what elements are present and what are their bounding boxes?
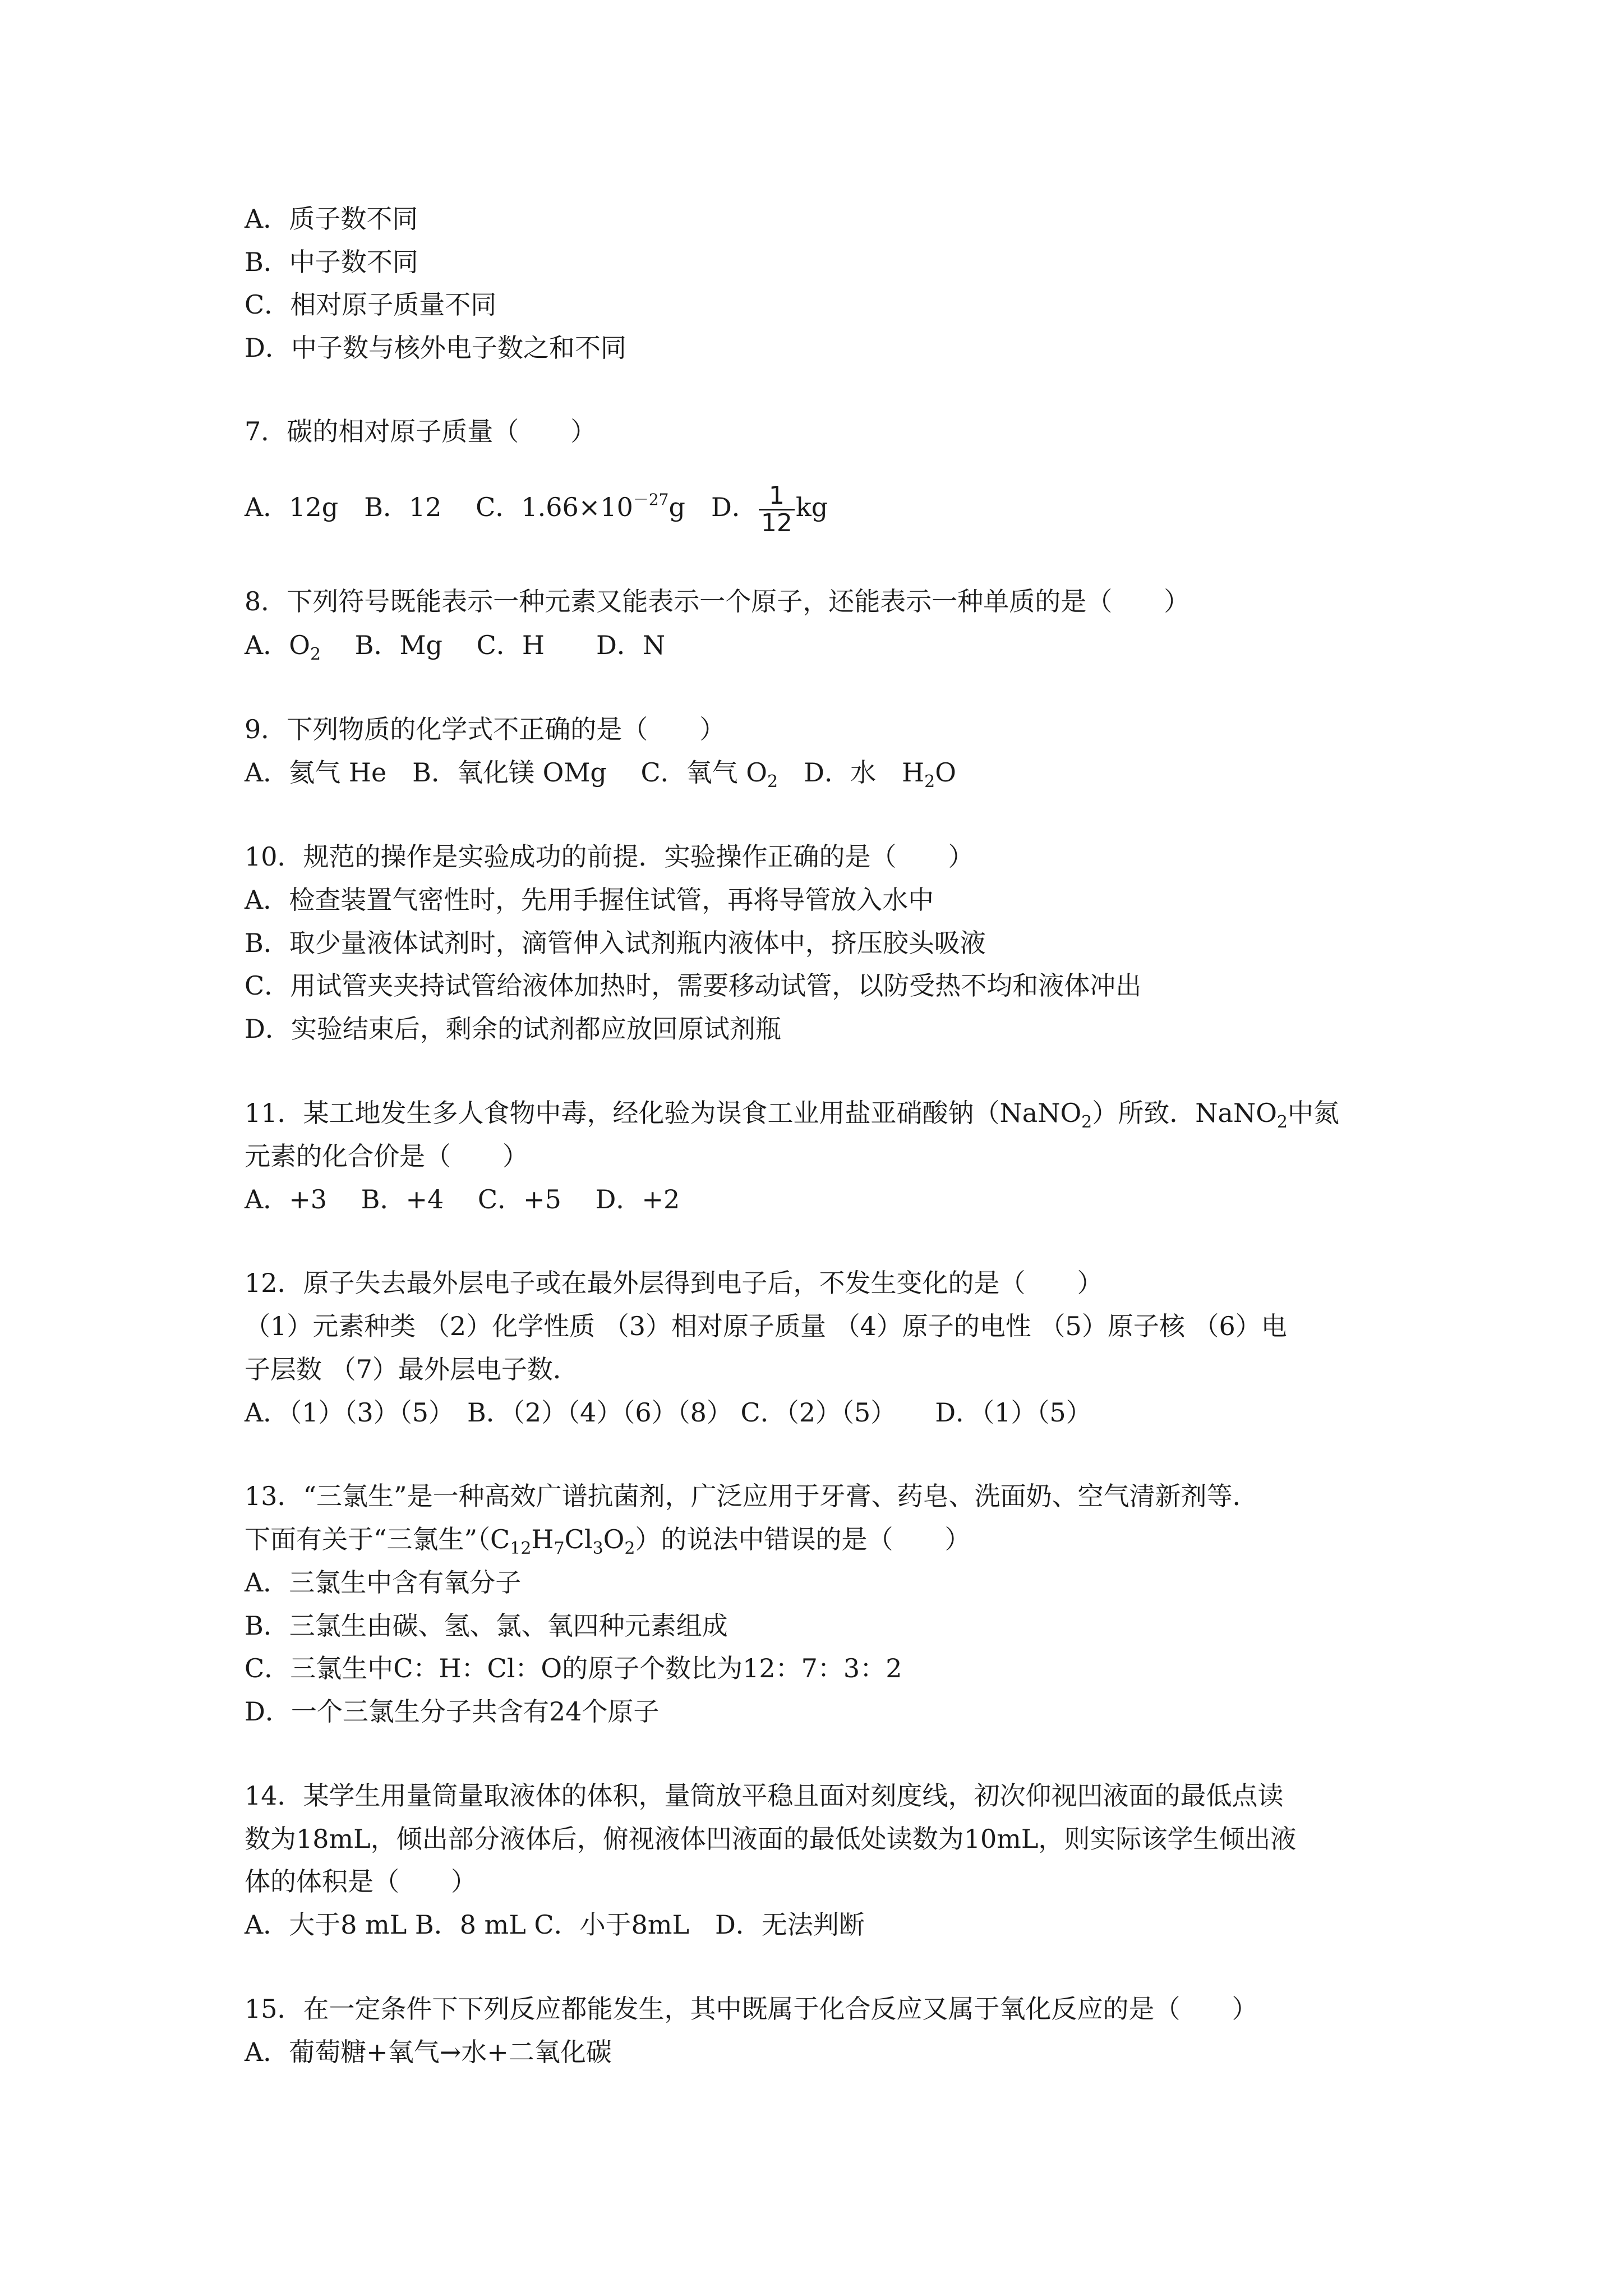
q8-options <box>245 628 665 662</box>
formula-o: O <box>603 1524 625 1554</box>
q10-option-b: B．取少量液体试剂时，滴管伸入试剂瓶内液体中，挤压胶头吸液 <box>245 928 986 958</box>
q13-stem-line2 <box>245 1522 970 1556</box>
q9-options <box>245 756 956 792</box>
q12-stem: 12．原子失去最外层电子或在最外层得到电子后，不发生变化的是（ ） <box>245 1268 1103 1298</box>
q14-stem-line3: 体的体积是（ ） <box>245 1866 477 1897</box>
fraction-numerator: 1 <box>759 483 795 510</box>
q13-option-a: A．三氯生中含有氧分子 <box>245 1567 522 1598</box>
q8-option-a: A．O <box>245 630 310 660</box>
q9-options-text-3: O <box>935 757 956 788</box>
q13-option-d: D．一个三氯生分子共含有24个原子 <box>245 1696 660 1727</box>
q9-stem: 9．下列物质的化学式不正确的是（ ） <box>245 714 726 744</box>
fraction-denominator: 12 <box>760 508 792 537</box>
q7-stem: 7．碳的相对原子质量（ ） <box>245 416 597 447</box>
q11-stem-text: 11．某工地发生多人食物中毒，经化验为误食工业用盐亚硝酸钠（NaNO <box>245 1098 1082 1128</box>
q10-stem: 10．规范的操作是实验成功的前提．实验操作正确的是（ ） <box>245 841 974 872</box>
q11-stem-text-2: ）所致．NaNO <box>1092 1098 1277 1128</box>
q13-option-b: B．三氯生由碳、氢、氯、氧四种元素组成 <box>245 1611 728 1641</box>
subscript: 3 <box>592 1539 603 1558</box>
q15-option-a: A．葡萄糖+氧气→水+二氧化碳 <box>245 2037 612 2067</box>
q9-options-text-2: D．水 H <box>778 757 925 788</box>
subscript: 2 <box>767 772 778 792</box>
subscript: 2 <box>924 772 935 792</box>
q9-options-text: A．氦气 He B．氧化镁 OMg C．氧气 O <box>245 757 768 788</box>
subscript: 2 <box>1276 1112 1288 1132</box>
q11-stem-text-3: 中氮 <box>1288 1098 1339 1128</box>
q13-option-c: C．三氯生中C：H：Cl：O的原子个数比为12：7：3：2 <box>245 1653 902 1683</box>
formula-cl: Cl <box>564 1524 593 1554</box>
q7-unit-kg: kg <box>795 492 828 522</box>
q11-stem <box>245 1096 1339 1130</box>
q10-option-a: A．检查装置气密性时，先用手握住试管，再将导管放入水中 <box>245 885 934 915</box>
q13-stem-text-2: ）的说法中错误的是（ ） <box>635 1524 971 1554</box>
subscript: 2 <box>624 1539 635 1558</box>
q7-options <box>245 479 828 535</box>
q6-option-b: B．中子数不同 <box>245 247 418 277</box>
q15-stem: 15．在一定条件下下列反应都能发生，其中既属于化合反应又属于氧化反应的是（ ） <box>245 1994 1258 2024</box>
q8-options-rest: B．Mg C．H D．N <box>321 630 666 660</box>
subscript: 2 <box>310 645 321 664</box>
q12-options: A．（1）（3）（5） B．（2）（4）（6）（8） C．（2）（5） D．（1）（5） <box>245 1397 1092 1428</box>
q7-exponent: －27 <box>633 490 669 509</box>
q8-stem: 8．下列符号既能表示一种元素又能表示一个原子，还能表示一种单质的是（ ） <box>245 586 1190 616</box>
q6-option-d: D．中子数与核外电子数之和不同 <box>245 333 626 363</box>
q11-stem-line2: 元素的化合价是（ ） <box>245 1141 528 1171</box>
q12-stem-line2: （1）元素种类 （2）化学性质 （3）相对原子质量 （4）原子的电性 （5）原子核 （6）电 <box>245 1311 1287 1341</box>
subscript: 2 <box>1081 1112 1092 1132</box>
q7-options-text-2: g D． <box>668 492 758 522</box>
q12-stem-line3: 子层数 （7）最外层电子数． <box>245 1354 579 1384</box>
formula-h: H <box>531 1524 554 1554</box>
q6-option-a: A．质子数不同 <box>245 204 418 234</box>
q14-options: A．大于8 mL B．8 mL C．小于8mL D．无法判断 <box>245 1910 865 1940</box>
q6-option-c: C．相对原子质量不同 <box>245 289 497 320</box>
q14-stem-line2: 数为18mL，倾出部分液体后，俯视液体凹液面的最低处读数为10mL，则实际该学生倾出液 <box>245 1824 1297 1854</box>
subscript: 7 <box>554 1539 565 1558</box>
q7-fraction <box>759 483 795 536</box>
subscript: 12 <box>510 1539 532 1558</box>
q13-stem-text: 下面有关于“三氯生”（C <box>245 1524 510 1554</box>
q10-option-d: D．实验结束后，剩余的试剂都应放回原试剂瓶 <box>245 1014 781 1044</box>
q11-options: A．+3 B．+4 C．+5 D．+2 <box>245 1184 680 1214</box>
q13-stem: 13．“三氯生”是一种高效广谱抗菌剂，广泛应用于牙膏、药皂、洗面奶、空气清新剂等． <box>245 1481 1258 1511</box>
q14-stem: 14．某学生用量筒量取液体的体积，量筒放平稳且面对刻度线，初次仰视凹液面的最低点读 <box>245 1780 1284 1811</box>
q7-options-text: A．12g B．12 C．1.66×10 <box>245 492 633 522</box>
q10-option-c: C．用试管夹夹持试管给液体加热时，需要移动试管，以防受热不均和液体冲出 <box>245 970 1142 1001</box>
